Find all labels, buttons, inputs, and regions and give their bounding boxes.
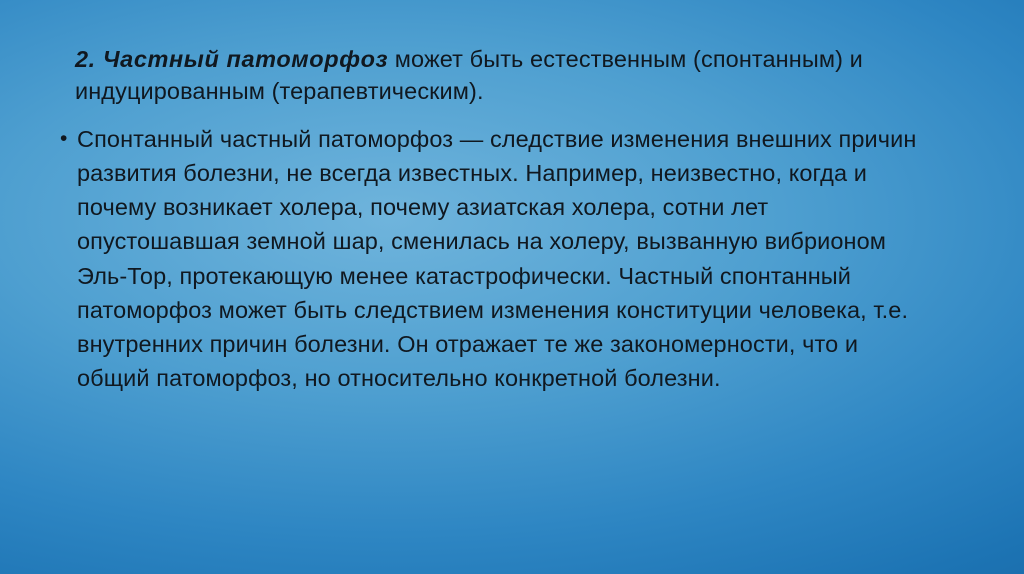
bullet-marker-icon: • [60, 126, 68, 150]
bullet-paragraph: Спонтанный частный патоморфоз — следствие изменения внешних причин развития болезни, не всегда известных. Например, неизвестно, когда и почему возникает холера, почему азиатская холера, сотни лет опустошавшая земной шар, сменилась на холеру, вызванную вибрионом Эль-Тор, протекающую менее катастрофически. Частный спонтанный патоморфоз может быть следствием изменения конституции человека, т.е. внутренних причин болезни. Он отражает те же закономерности, что и общий патоморфоз, но относительно конкретной болезни. [77, 125, 917, 392]
bullet-item [60, 122, 970, 396]
slide-content [60, 44, 970, 395]
lead-rest: может быть естественным (спонтанным) и индуцированным (терапевтическим). [75, 46, 863, 104]
lead-term: 2. Частный патоморфоз [75, 46, 389, 72]
lead-paragraph [60, 44, 970, 108]
